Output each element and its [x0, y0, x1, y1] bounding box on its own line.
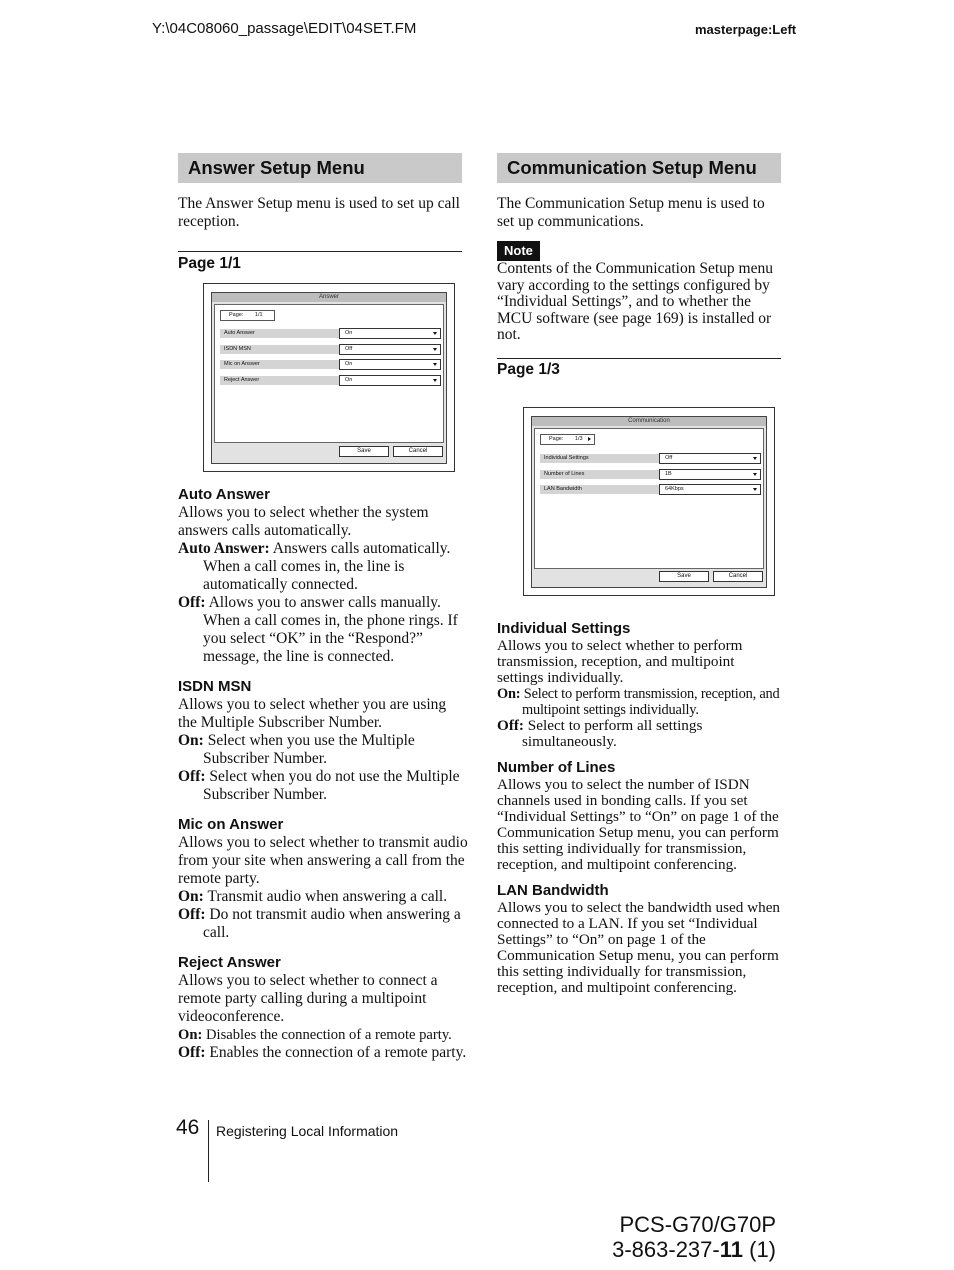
next-page-icon[interactable]	[588, 437, 591, 441]
chevron-down-icon	[433, 332, 437, 335]
answer-dialog	[211, 292, 447, 464]
note-badge: Note	[497, 241, 540, 261]
footer-section: Registering Local Information	[216, 1123, 399, 1139]
option-term: Off:	[178, 768, 206, 785]
note-text: Contents of the Communication Setup menu vary according to the settings configured by “Individual Settings”, and to whether the MCU software (see page 169) is installed or not.	[497, 260, 773, 343]
row-label-isdn-msn: ISDN MSN	[220, 345, 340, 354]
item-body: Allows you to select whether you are using the Multiple Subscriber Number.	[178, 696, 447, 731]
page-indicator-num: 1/1	[254, 312, 263, 318]
item-body: Allows you to select the bandwidth used when connected to a LAN. If you set “Individual Settings” to “On” on page 1 of the Communication Setup menu, you can perform this setting individually for transmission, reception, and multipoint conferencing.	[497, 899, 781, 996]
item-body: Allows you to select whether to perform transmission, reception, and multipoint settings individually.	[497, 637, 743, 686]
option-text: Select when you use the Multiple Subscriber Number.	[203, 732, 415, 767]
option-term: Off:	[178, 594, 206, 611]
option-term: On:	[497, 686, 521, 702]
model-code	[612, 1237, 776, 1262]
option-text: Allows you to answer calls manually. When a call comes in, the phone rings. If you select “OK” in the “Respond?” message, the line is connected.	[203, 594, 458, 665]
option-text: Select to perform transmission, reception, and multipoint settings individually.	[522, 686, 780, 718]
option-term: Auto Answer:	[178, 540, 270, 557]
communication-dialog	[531, 416, 767, 588]
option-term: Off:	[178, 1044, 206, 1061]
chevron-down-icon	[753, 457, 757, 460]
save-button[interactable]: Save	[659, 571, 709, 582]
cancel-button[interactable]: Cancel	[393, 446, 443, 457]
chevron-down-icon	[753, 473, 757, 476]
answer-page-label: Page 1/1	[178, 255, 241, 272]
row-label-number-of-lines: Number of Lines	[540, 470, 660, 479]
item-heading: Mic on Answer	[178, 816, 284, 833]
communication-setup-intro: The Communication Setup menu is used to set up communications.	[497, 195, 765, 230]
chevron-down-icon	[433, 379, 437, 382]
item-option	[178, 732, 468, 768]
dialog-panel	[214, 304, 444, 443]
page-indicator-text: Page:	[549, 436, 564, 442]
divider	[497, 358, 781, 359]
item-option	[178, 906, 468, 942]
dialog-title: Communication	[532, 417, 766, 426]
communication-page-label: Page 1/3	[497, 361, 560, 378]
item-heading: Auto Answer	[178, 486, 270, 503]
row-label-auto-answer: Auto Answer	[220, 329, 340, 338]
reject-answer-select[interactable]	[339, 375, 441, 386]
chevron-down-icon	[433, 363, 437, 366]
individual-settings-select[interactable]	[659, 453, 761, 464]
select-value: On	[345, 330, 353, 336]
auto-answer-select[interactable]	[339, 328, 441, 339]
footer-divider	[208, 1120, 209, 1182]
number-of-lines-select[interactable]	[659, 469, 761, 480]
row-label-reject-answer: Reject Answer	[220, 376, 340, 385]
option-text: Do not transmit audio when answering a call.	[203, 906, 461, 941]
item-option	[178, 540, 468, 594]
row-label-mic-on-answer: Mic on Answer	[220, 360, 340, 369]
answer-items	[178, 486, 468, 1062]
divider	[178, 251, 462, 252]
option-text: Disables the connection of a remote party.	[205, 1027, 452, 1043]
select-value: Off	[345, 346, 353, 352]
item-option	[178, 1026, 468, 1044]
isdn-msn-select[interactable]	[339, 344, 441, 355]
item-option	[178, 594, 468, 666]
item-option	[178, 768, 468, 804]
cancel-button[interactable]: Cancel	[713, 571, 763, 582]
select-value: On	[345, 361, 353, 367]
model-code-bold: 11	[719, 1237, 743, 1262]
item-heading: LAN Bandwidth	[497, 882, 609, 899]
page-indicator-text: Page:	[229, 312, 244, 318]
file-path: Y:\04C08060_passage\EDIT\04SET.FM	[152, 20, 417, 37]
page-indicator[interactable]	[540, 434, 595, 445]
communication-dialog-screenshot	[523, 407, 775, 596]
select-value: 1B	[665, 471, 672, 477]
select-value: On	[345, 377, 353, 383]
item-heading: Number of Lines	[497, 759, 616, 776]
answer-setup-intro: The Answer Setup menu is used to set up call reception.	[178, 195, 460, 230]
select-value: 64Kbps	[665, 486, 684, 492]
answer-setup-title: Answer Setup Menu	[178, 153, 462, 183]
chevron-down-icon	[753, 488, 757, 491]
option-text: Transmit audio when answering a call.	[207, 888, 448, 905]
option-term: On:	[178, 1027, 203, 1043]
item-body: Allows you to select whether to transmit audio from your site when answering a call from the remote party.	[178, 834, 468, 887]
communication-items	[497, 611, 783, 996]
item-body: Allows you to select whether to connect a remote party calling during a multipoint videoconference.	[178, 972, 438, 1025]
row-label-lan-bandwidth: LAN Bandwidth	[540, 485, 660, 494]
chevron-down-icon	[433, 348, 437, 351]
item-option	[497, 718, 783, 750]
row-label-individual-settings: Individual Settings	[540, 454, 660, 463]
dialog-panel	[534, 428, 764, 569]
item-heading: ISDN MSN	[178, 678, 252, 695]
item-heading: Individual Settings	[497, 620, 631, 637]
option-text: Select when you do not use the Multiple Subscriber Number.	[203, 768, 460, 803]
master-page-label: masterpage:Left	[695, 22, 797, 37]
model-info	[612, 1212, 776, 1262]
model-code-prefix: 3-863-237-	[612, 1237, 720, 1262]
item-body: Allows you to select whether the system answers calls automatically.	[178, 504, 429, 539]
option-text: Select to perform all settings simultaneously.	[522, 717, 703, 750]
option-term: On:	[178, 732, 204, 749]
option-text: Answers calls automatically. When a call comes in, the line is automatically connected.	[203, 540, 451, 593]
page-indicator	[220, 310, 275, 321]
item-option	[497, 686, 783, 718]
page-number: 46	[176, 1116, 200, 1139]
select-value: Off	[665, 455, 673, 461]
item-option	[178, 1044, 468, 1062]
dialog-title: Answer	[212, 293, 446, 302]
model-name: PCS-G70/G70P	[619, 1212, 776, 1237]
item-body: Allows you to select the number of ISDN channels used in bonding calls. If you set “Individual Settings” to “On” on page 1 of the Communication Setup menu, you can perform this setting individually for transmission, reception, and multipoint conferencing.	[497, 776, 779, 873]
page-indicator-num: 1/3	[574, 436, 583, 442]
option-term: On:	[178, 888, 204, 905]
item-option	[178, 888, 468, 906]
option-term: Off:	[497, 717, 524, 734]
model-code-suffix: (1)	[743, 1237, 776, 1262]
answer-dialog-screenshot	[203, 283, 455, 472]
mic-on-answer-select[interactable]	[339, 359, 441, 370]
communication-setup-title: Communication Setup Menu	[497, 153, 781, 183]
item-heading: Reject Answer	[178, 954, 281, 971]
option-term: Off:	[178, 906, 206, 923]
lan-bandwidth-select[interactable]	[659, 484, 761, 495]
save-button[interactable]: Save	[339, 446, 389, 457]
option-text: Enables the connection of a remote party.	[209, 1044, 467, 1061]
